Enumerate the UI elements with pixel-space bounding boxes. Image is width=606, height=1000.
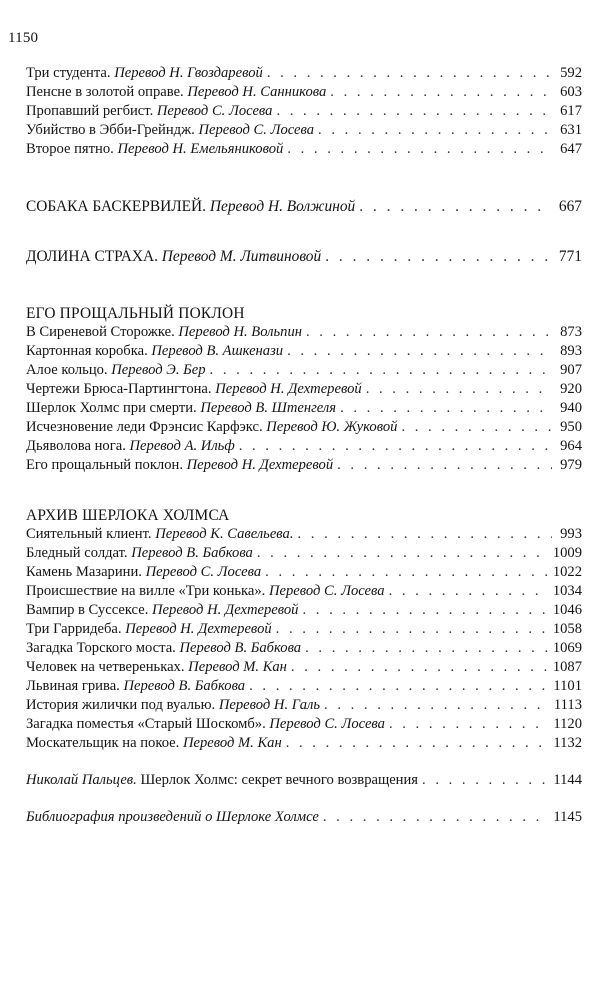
entry-page: 940 [560,400,582,416]
entry-page: 1087 [552,659,582,675]
entry-page: 1009 [552,545,582,561]
leader-dots [286,734,550,753]
toc-entry [26,456,582,475]
entry-page: 771 [558,248,582,265]
leader-dots [359,197,552,216]
leader-dots [287,140,552,159]
entry-translator: Перевод Н. Волжиной [209,198,356,215]
entry-translator: Перевод Э. Бер [111,362,206,378]
toc-entry [26,658,582,677]
entry-title: Дьяволова нога. [26,438,126,454]
entry-title: Его прощальный поклон. [26,457,183,473]
leader-dots [389,715,549,734]
entry-translator: Перевод С. Лосева [156,103,273,119]
entry-title: Алое кольцо. [26,362,108,378]
leader-dots [306,323,552,342]
leader-dots [324,696,550,715]
toc-entry [26,715,582,734]
toc-entry [26,639,582,658]
entry-page: 1132 [553,735,582,751]
toc-entry [26,140,582,159]
entry-title: Чертежи Брюса-Партингтона. [26,381,212,397]
entry-title: Пенсне в золотой оправе. [26,84,184,100]
entry-page: 950 [560,419,582,435]
entry-title: Бледный солдат. [26,545,128,561]
entry-title: Загадка поместья «Старый Шоскомб». [26,716,266,732]
toc-entry [26,83,582,102]
leader-dots [305,639,549,658]
entry-page: 1022 [552,564,582,580]
toc-entry-hound [26,197,582,216]
toc-entry [26,734,582,753]
entry-page: 1101 [553,678,582,694]
leader-dots [249,677,549,696]
entry-translator: Перевод М. Кан [188,659,287,675]
toc-entry [26,342,582,361]
table-of-contents [26,64,582,827]
leader-dots [389,582,549,601]
leader-dots [422,771,549,790]
leader-dots [239,437,552,456]
leader-dots [401,418,552,437]
toc-entry [26,437,582,456]
toc-entry [26,361,582,380]
entry-page: 964 [560,438,582,454]
entry-title: Львиная грива. [26,678,120,694]
entry-translator: Перевод Н. Дехтеревой [125,621,272,637]
entry-translator: Перевод С. Лосева [198,122,315,138]
leader-dots [325,247,552,266]
entry-translator: Перевод Н. Вольпин [178,324,302,340]
entry-translator: Перевод Н. Галь [218,697,321,713]
entry-title: Человек на четвереньках. [26,659,185,675]
leader-dots [302,601,548,620]
entry-title: ДОЛИНА СТРАХА. [26,248,158,265]
entry-page: 873 [560,324,582,340]
entry-translator: Перевод Н. Дехтеревой [152,602,299,618]
toc-entry [26,620,582,639]
entry-translator: Перевод М. Литвиновой [161,248,322,265]
entry-title: Камень Мазарини. [26,564,142,580]
toc-entry [26,399,582,418]
entry-translator: Перевод Ю. Жуковой [266,419,398,435]
entry-title: Происшествие на вилле «Три конька». [26,583,266,599]
entry-page: 592 [560,65,582,81]
entry-title: Загадка Торского моста. [26,640,176,656]
page-number: 1150 [8,30,39,46]
toc-entry [26,563,582,582]
entry-translator: Перевод В. Бабкова [179,640,302,656]
entry-translator: Перевод В. Бабкова [131,545,253,561]
toc-entry-valley [26,247,582,266]
entry-title: Три Гарридеба. [26,621,122,637]
entry-page: 1120 [553,716,582,732]
entry-translator: Перевод В. Бабкова [123,678,246,694]
leader-dots [337,456,552,475]
leader-dots [267,64,552,83]
entry-title: История жилички под вуалью. [26,697,216,713]
entry-translator: Перевод С. Лосева [145,564,262,580]
toc-entry [26,696,582,715]
bibliography-title: Библиография произведений о Шерлоке Холмсе [26,809,319,825]
leader-dots [257,544,549,563]
entry-translator: Перевод С. Лосева [269,716,385,732]
toc-entry [26,544,582,563]
entry-title: Вампир в Суссексе. [26,602,149,618]
leader-dots [366,380,552,399]
entry-translator: Перевод В. Штенгеля [200,400,337,416]
entry-page: 1034 [552,583,582,599]
entry-title: Три студента. [26,65,111,81]
entry-title: Второе пятно. [26,141,114,157]
entry-page: 603 [560,84,582,100]
leader-dots [323,808,549,827]
toc-entry-afterword [26,771,582,790]
toc-entry [26,418,582,437]
entry-title: Убийство в Эбби-Грейндж. [26,122,195,138]
leader-dots [318,121,552,140]
leader-dots [330,83,552,102]
entry-title: Шерлок Холмс при смерти. [26,400,197,416]
entry-page: 1058 [552,621,582,637]
toc-entry [26,380,582,399]
entry-translator: Перевод Н. Дехтеревой [186,457,334,473]
entry-page: 920 [560,381,582,397]
section-heading-archive: АРХИВ ШЕРЛОКА ХОЛМСА [26,507,230,524]
entry-page: 1145 [553,809,582,825]
section-heading-bow: ЕГО ПРОЩАЛЬНЫЙ ПОКЛОН [26,305,245,322]
toc-entry [26,64,582,83]
toc-entry [26,601,582,620]
entry-translator: Перевод С. Лосева [268,583,385,599]
entry-title: Картонная коробка. [26,343,148,359]
toc-entry-bibliography [26,808,582,827]
entry-title: Исчезновение леди Фрэнсис Карфэкс. [26,419,263,435]
entry-title: СОБАКА БАСКЕРВИЛЕЙ. [26,198,207,215]
afterword-title: Шерлок Холмс: секрет вечного возвращения [140,772,419,788]
leader-dots [265,563,549,582]
entry-translator: Перевод Н. Гвоздаревой [114,65,263,81]
toc-entry [26,102,582,121]
entry-page: 1069 [552,640,582,656]
entry-page: 647 [560,141,582,157]
entry-title: Москательщик на покое. [26,735,180,751]
leader-dots [276,620,549,639]
entry-translator: Перевод А. Ильф [129,438,235,454]
entry-page: 993 [560,526,582,542]
entry-page: 1144 [553,772,582,788]
entry-title: В Сиреневой Сторожке. [26,324,175,340]
entry-title: Пропавший регбист. [26,103,154,119]
leader-dots [287,342,552,361]
toc-entry [26,582,582,601]
entry-translator: Перевод М. Кан [182,735,282,751]
entry-page: 979 [560,457,582,473]
entry-translator: Перевод Н. Емельяниковой [117,141,284,157]
toc-entry [26,121,582,140]
entry-page: 667 [558,198,582,215]
entry-page: 1113 [553,697,582,713]
entry-page: 893 [560,343,582,359]
entry-translator: Перевод В. Ашкенази [151,343,284,359]
toc-entry [26,677,582,696]
entry-translator: Перевод Н. Санникова [187,84,327,100]
afterword-author: Николай Пальцев. [26,772,137,788]
entry-page: 907 [560,362,582,378]
toc-entry [26,323,582,342]
entry-page: 617 [560,103,582,119]
entry-page: 631 [560,122,582,138]
leader-dots [210,361,552,380]
leader-dots [298,525,553,544]
entry-translator: Перевод Н. Дехтеревой [215,381,362,397]
entry-translator: Перевод К. Савельева. [155,526,294,542]
leader-dots [291,658,549,677]
leader-dots [340,399,552,418]
entry-title: Сиятельный клиент. [26,526,152,542]
toc-entry [26,525,582,544]
leader-dots [276,102,552,121]
entry-page: 1046 [552,602,582,618]
